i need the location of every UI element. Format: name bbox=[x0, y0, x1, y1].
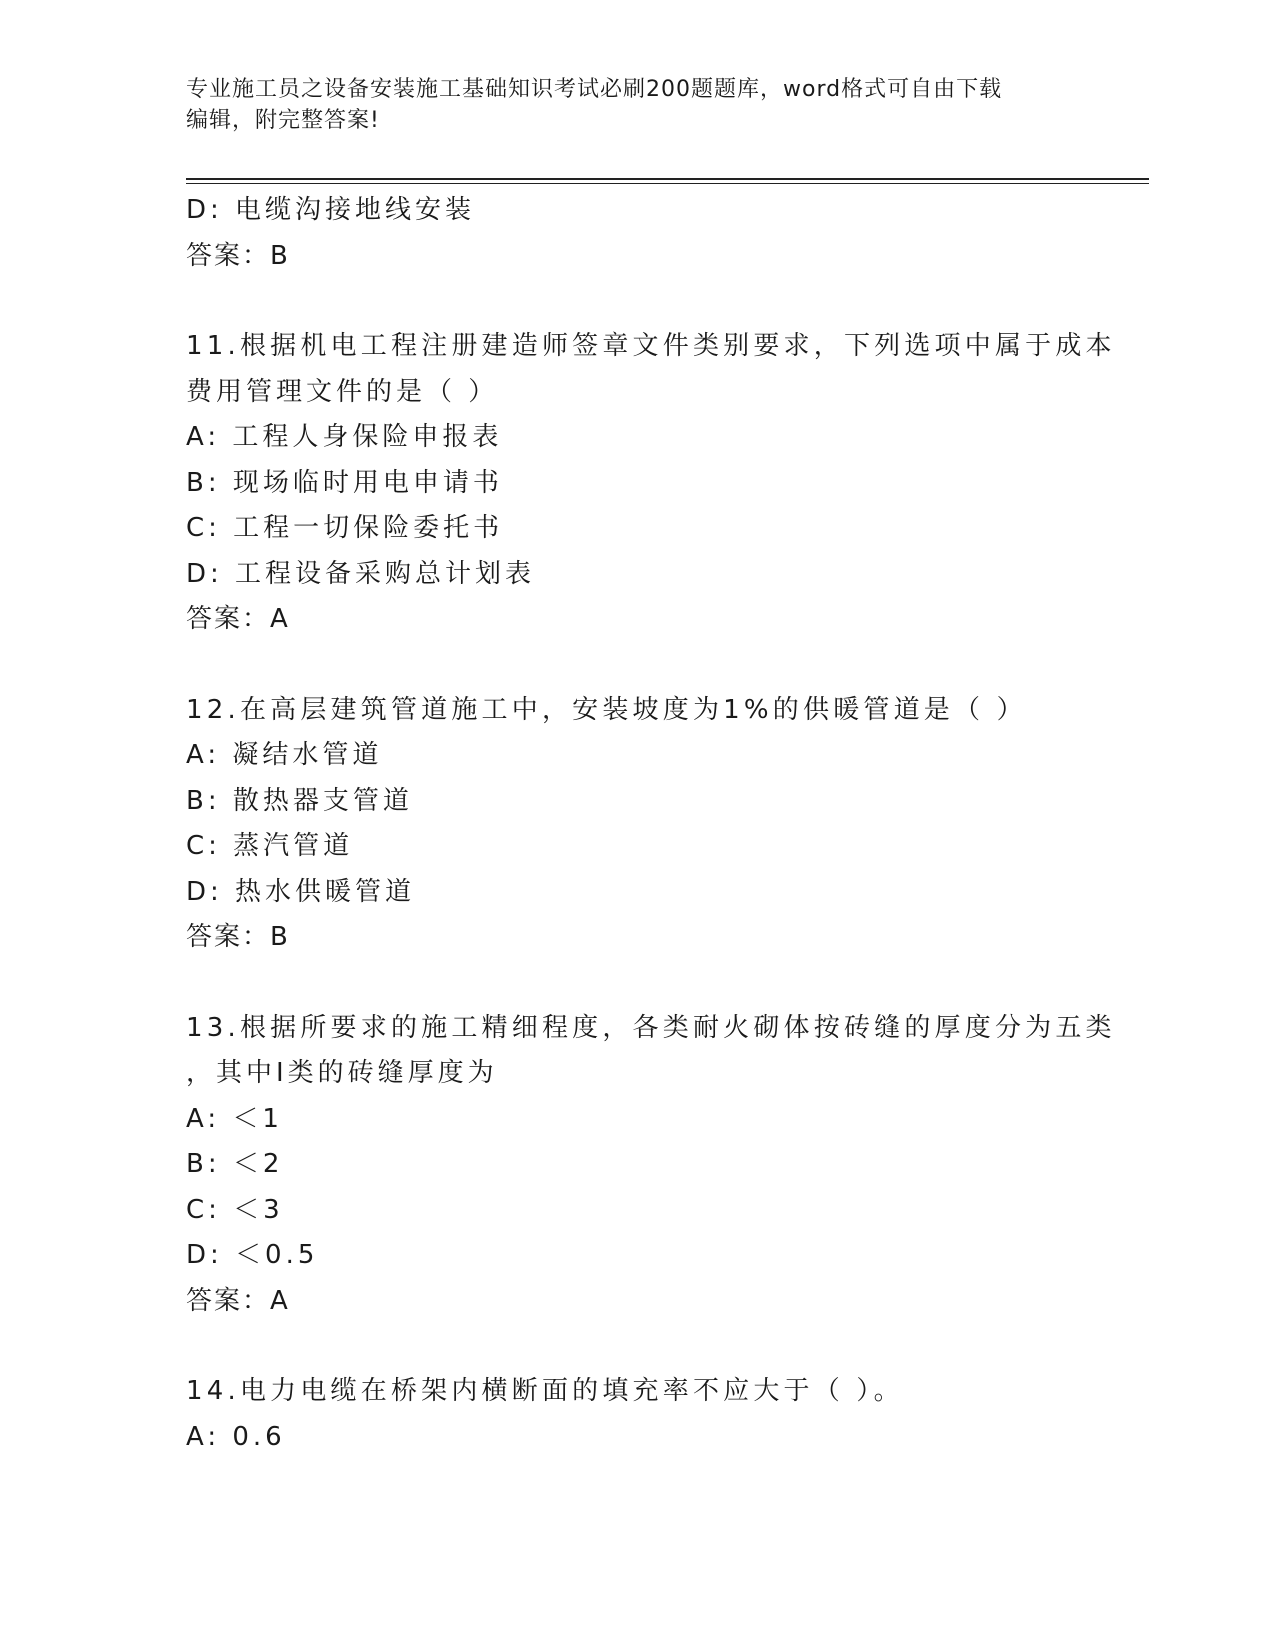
stem-line: ，其中Ⅰ类的砖缝厚度为 bbox=[186, 1058, 498, 1088]
question-14 bbox=[186, 1369, 1086, 1460]
option-c: C: 蒸汽管道 bbox=[186, 831, 354, 861]
answer-label: 答案：A bbox=[186, 1285, 290, 1316]
question-stem bbox=[186, 324, 1116, 415]
option-a: A: 凝结水管道 bbox=[186, 740, 383, 770]
header-line-2: 编辑，附完整答案! bbox=[186, 108, 380, 133]
answer-label: 答案：B bbox=[186, 240, 290, 271]
question-stem bbox=[186, 1006, 1116, 1097]
spacer bbox=[186, 279, 1086, 324]
option-d: D: 热水供暖管道 bbox=[186, 876, 416, 907]
header-divider-thin bbox=[186, 183, 1149, 184]
spacer bbox=[186, 643, 1086, 688]
stem-line: 12.在高层建筑管道施工中，安装坡度为1%的供暖管道是（ ） bbox=[186, 694, 1027, 725]
question-12 bbox=[186, 688, 1086, 961]
question-stem bbox=[186, 688, 1086, 734]
question-10-tail bbox=[186, 188, 1086, 279]
header-divider-thick bbox=[186, 178, 1149, 180]
question-13 bbox=[186, 1006, 1116, 1325]
stem-line: 14.电力电缆在桥架内横断面的填充率不应大于（ ）。 bbox=[186, 1376, 904, 1406]
option-d: D: 电缆沟接地线安装 bbox=[186, 195, 476, 225]
option-a: A: 工程人身保险申报表 bbox=[186, 422, 503, 452]
stem-line: 费用管理文件的是（ ） bbox=[186, 376, 499, 407]
option-a: A: 0.6 bbox=[186, 1421, 286, 1452]
stem-line: 13.根据所要求的施工精细程度，各类耐火砌体按砖缝的厚度分为五类 bbox=[186, 1012, 1116, 1043]
option-c: C: 工程一切保险委托书 bbox=[186, 513, 504, 543]
option-d: D: ＜0.5 bbox=[186, 1240, 319, 1270]
option-b: B: ＜2 bbox=[186, 1149, 284, 1179]
spacer bbox=[186, 961, 1086, 1006]
option-a: A: ＜1 bbox=[186, 1103, 283, 1134]
question-stem bbox=[186, 1369, 1086, 1415]
spacer bbox=[186, 1324, 1086, 1369]
document-body bbox=[186, 188, 1116, 1460]
header-line-1: 专业施工员之设备安装施工基础知识考试必刷200题题库，word格式可自由下载 bbox=[186, 77, 1003, 102]
document-header bbox=[186, 74, 1086, 136]
option-b: B: 散热器支管道 bbox=[186, 785, 413, 816]
option-d: D: 工程设备采购总计划表 bbox=[186, 558, 536, 589]
question-11 bbox=[186, 324, 1116, 643]
answer-label: 答案：A bbox=[186, 604, 290, 634]
stem-line: 11.根据机电工程注册建造师签章文件类别要求，下列选项中属于成本 bbox=[186, 331, 1116, 361]
option-c: C: ＜3 bbox=[186, 1194, 284, 1225]
answer-label: 答案：B bbox=[186, 922, 290, 952]
option-b: B: 现场临时用电申请书 bbox=[186, 467, 503, 498]
